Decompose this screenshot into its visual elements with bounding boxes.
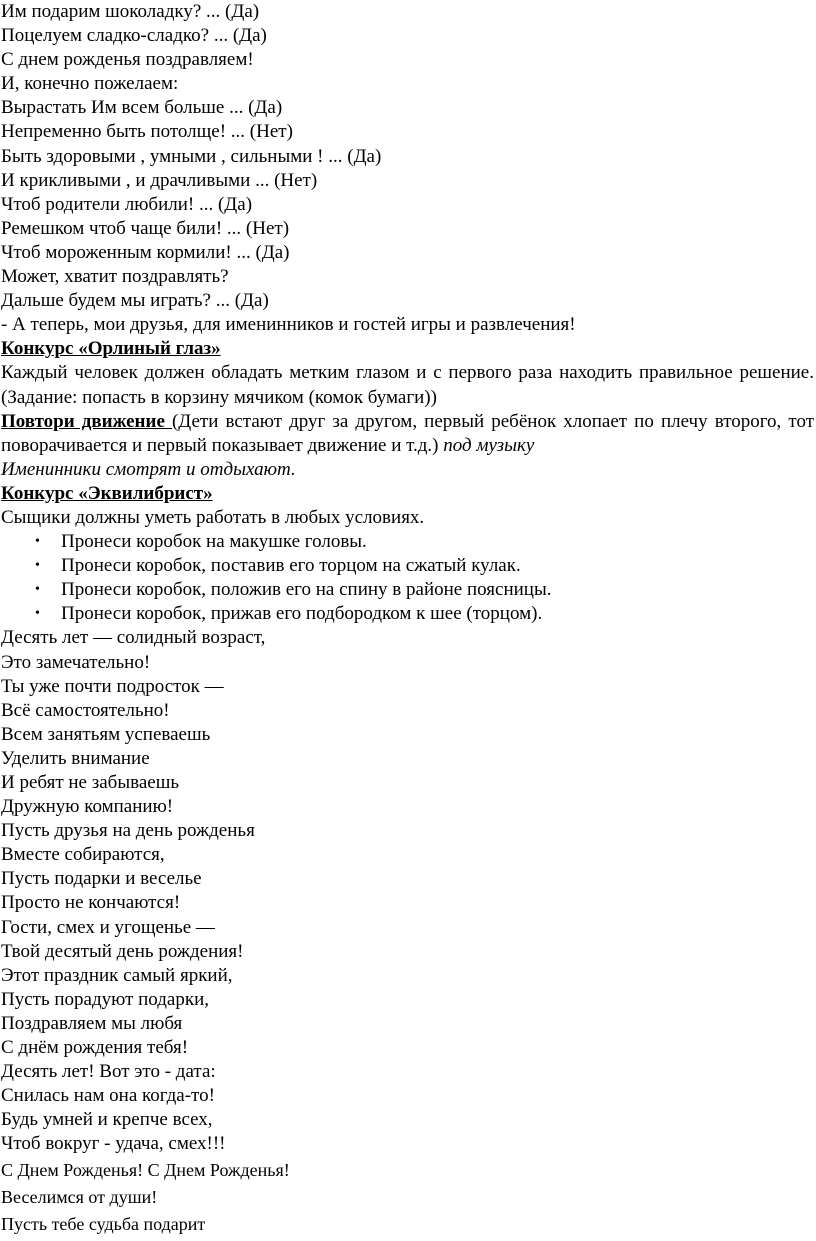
poem-line: Это замечательно! bbox=[1, 651, 151, 673]
poem-line: Пусть друзья на день рожденья bbox=[1, 820, 255, 842]
list-item bbox=[1, 578, 815, 602]
repeat-move-paragraph bbox=[1, 410, 814, 458]
poem-line: Пусть подарки и веселье bbox=[1, 868, 202, 890]
list-item bbox=[1, 554, 815, 578]
repeat-move-title: Повтори движение bbox=[1, 410, 172, 432]
poem-line: Уделить внимание bbox=[1, 747, 150, 769]
poem-line: Чтоб мороженным кормили! ... (Да) bbox=[1, 241, 290, 263]
poem-line: Всё самостоятельно! bbox=[1, 699, 170, 721]
list-item bbox=[1, 530, 815, 554]
contest-equilibrist-title: Конкурс «Эквилибрист» bbox=[1, 482, 213, 504]
equilibrist-list bbox=[1, 530, 815, 626]
poem-line: Всем занятьям успеваешь bbox=[1, 723, 211, 745]
bullet-icon: • bbox=[35, 558, 40, 574]
poem-line: Поздравляем мы любя bbox=[1, 1012, 183, 1034]
repeat-move-text: (Дети встают друг за другом, первый ребёнок хлопает по плечу второго, тот поворачивается и первый показывает движение и т.д.) bbox=[1, 410, 815, 456]
poem-line: Чтоб родители любили! ... (Да) bbox=[1, 193, 253, 215]
contest-eagle-title: Конкурс «Орлиный глаз» bbox=[1, 338, 221, 360]
poem-line: Может, хватит поздравлять? bbox=[1, 266, 229, 288]
list-item-text: Пронеси коробок, поставив его торцом на сжатый кулак. bbox=[61, 555, 521, 577]
repeat-move-italic-tail: под музыку bbox=[443, 434, 535, 456]
poem-line: Снилась нам она когда-то! bbox=[1, 1085, 215, 1107]
list-item-text: Пронеси коробок, прижав его подбородком к шее (торцом). bbox=[61, 603, 543, 625]
bullet-icon: • bbox=[35, 606, 40, 622]
poem-line: Твой десятый день рождения! bbox=[1, 940, 244, 962]
poem-line: Вырастать Им всем больше ... (Да) bbox=[1, 97, 283, 119]
poem-line: С днем рожденья поздравляем! bbox=[1, 49, 254, 71]
poem-line: Ты уже почти подросток — bbox=[1, 675, 224, 697]
poem-line: Поцелуем сладко-сладко? ... (Да) bbox=[1, 25, 267, 47]
poem-line: Непременно быть потолще! ... (Нет) bbox=[1, 121, 293, 143]
poem-bottom bbox=[1, 626, 815, 1156]
poem-end bbox=[1, 1157, 815, 1238]
poem-line: Просто не кончаются! bbox=[1, 892, 181, 914]
poem-line: И, конечно пожелаем: bbox=[1, 73, 179, 95]
poem-line: Чтоб вокруг - удача, смех!!! bbox=[1, 1133, 226, 1155]
poem-line: Дружную компанию! bbox=[1, 796, 174, 818]
repeat-move-section bbox=[1, 410, 815, 482]
poem-line: Гости, смех и угощенье — bbox=[1, 916, 215, 938]
poem-line: Этот праздник самый яркий, bbox=[1, 964, 233, 986]
poem-line: Вместе собираются, bbox=[1, 844, 165, 866]
contest-eagle-section bbox=[1, 337, 815, 409]
poem-line: Пусть тебе судьба подарит bbox=[1, 1213, 206, 1234]
poem-line: Им подарим шоколадку? ... (Да) bbox=[1, 1, 260, 22]
list-item-text: Пронеси коробок на макушке головы. bbox=[61, 531, 367, 553]
poem-top bbox=[1, 0, 815, 337]
poem-line: Дальше будем мы играть? ... (Да) bbox=[1, 290, 269, 312]
poem-line: Будь умней и крепче всех, bbox=[1, 1109, 213, 1131]
poem-line: - А теперь, мои друзья, для именинников и гостей игры и развлечения! bbox=[1, 314, 576, 336]
contest-equilibrist-intro: Сыщики должны уметь работать в любых условиях. bbox=[1, 506, 425, 528]
poem-line: Ремешком чтоб чаще били! ... (Нет) bbox=[1, 217, 290, 239]
bullet-icon: • bbox=[35, 534, 40, 550]
contest-eagle-text: Каждый человек должен обладать метким глазом и с первого раза находить правильное решение. (Задание: попасть в корзину мячиком (комок бумаги)) bbox=[1, 362, 814, 408]
poem-line: И крикливыми , и драчливыми ... (Нет) bbox=[1, 169, 318, 191]
poem-line: Пусть порадуют подарки, bbox=[1, 988, 210, 1010]
contest-equilibrist-section bbox=[1, 482, 815, 627]
list-item bbox=[1, 602, 815, 626]
poem-line: С днём рождения тебя! bbox=[1, 1037, 189, 1059]
poem-line: Десять лет — солидный возраст, bbox=[1, 627, 266, 649]
poem-line: Десять лет! Вот это - дата: bbox=[1, 1061, 216, 1083]
poem-line: Веселимся от души! bbox=[1, 1186, 158, 1207]
poem-line: И ребят не забываешь bbox=[1, 772, 179, 793]
repeat-move-italic-line: Именинники смотрят и отдыхают. bbox=[1, 458, 296, 480]
poem-line: Быть здоровыми , умными , сильными ! ... (Да) bbox=[1, 145, 382, 167]
poem-line: С Днем Рожденья! С Днем Рожденья! bbox=[1, 1159, 290, 1180]
bullet-icon: • bbox=[35, 582, 40, 598]
list-item-text: Пронеси коробок, положив его на спину в районе поясницы. bbox=[61, 579, 552, 601]
